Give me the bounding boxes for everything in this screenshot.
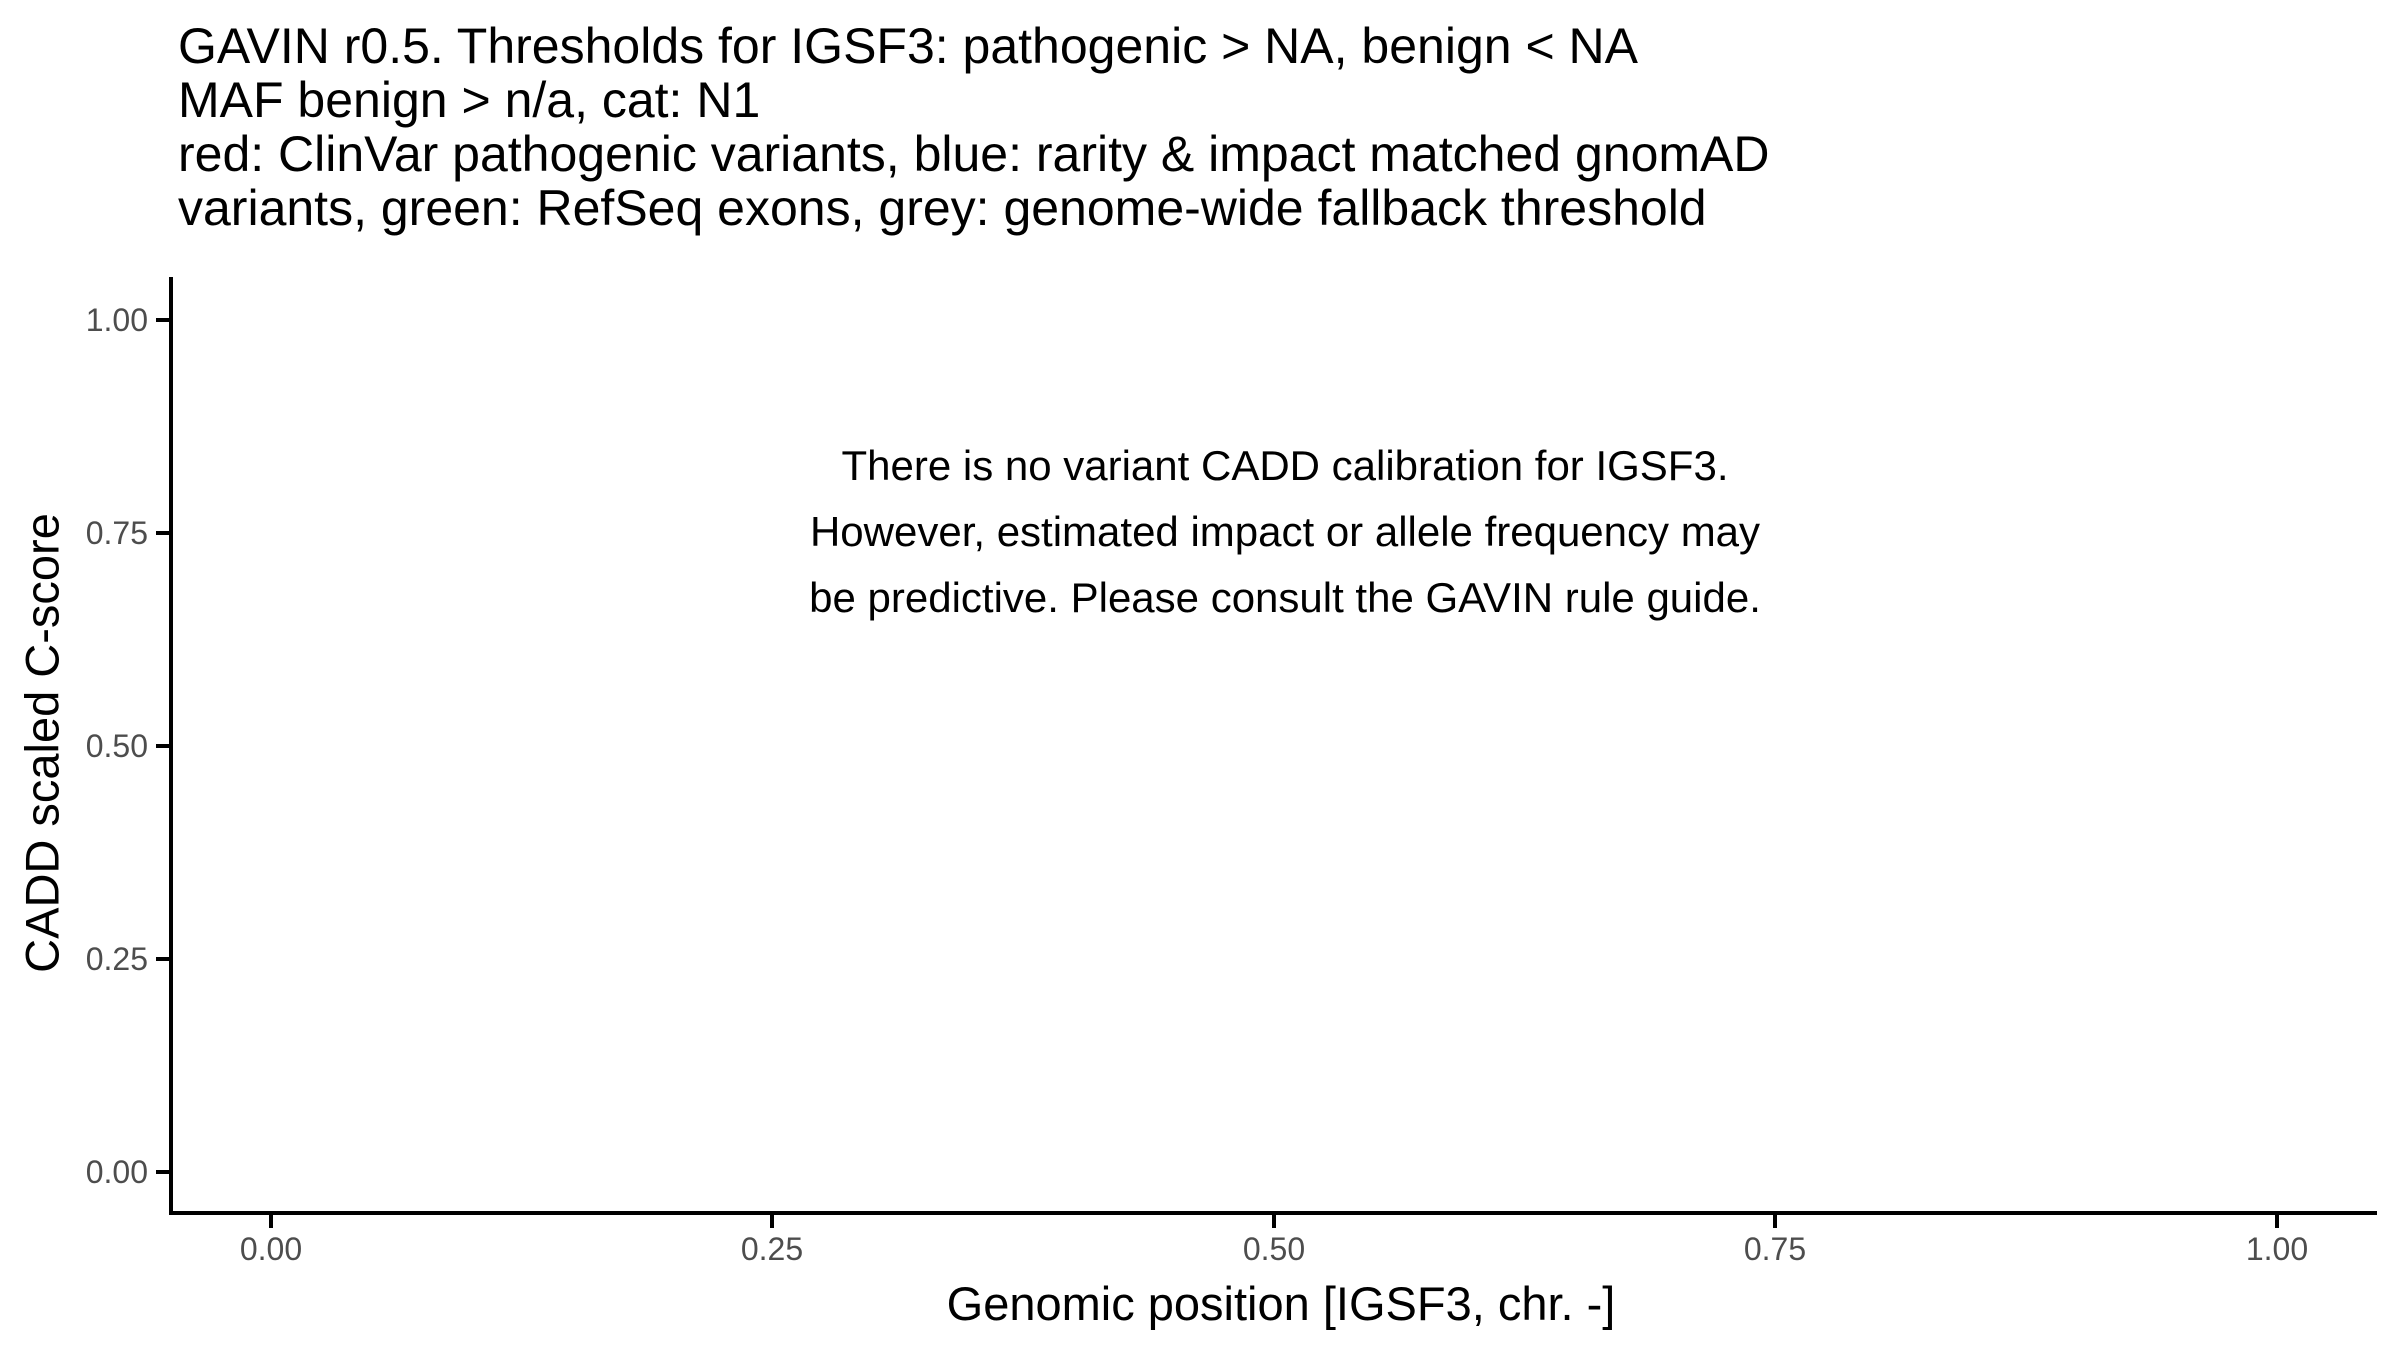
x-tick-label: 1.00 — [2245, 1231, 2309, 1267]
y-tick-mark-0.25 — [156, 957, 169, 961]
annotation-line-3: be predictive. Please consult the GAVIN rule guide. — [809, 574, 1761, 621]
y-tick-mark-0.00 — [156, 1170, 169, 1174]
x-tick-label: 0.75 — [1743, 1231, 1807, 1267]
y-tick-mark-0.75 — [156, 531, 169, 535]
x-tick-mark-0.00 — [269, 1215, 273, 1228]
y-tick-label: 0.25 — [85, 941, 148, 977]
x-axis-title: Genomic position [IGSF3, chr. -] — [946, 1277, 1616, 1330]
y-tick-label: 0.00 — [85, 1154, 148, 1190]
x-tick-mark-0.25 — [770, 1215, 774, 1228]
y-axis-title: CADD scaled C-score — [15, 513, 69, 973]
x-tick-mark-1.00 — [2275, 1215, 2279, 1228]
plot-title — [178, 19, 1769, 235]
annotation-line-1: There is no variant CADD calibration for IGSF3. — [841, 442, 1729, 489]
plot-title-line-3: red: ClinVar pathogenic variants, blue: rarity & impact matched gnomAD — [178, 126, 1770, 182]
no-calibration-annotation — [809, 433, 1761, 631]
y-tick-label: 0.75 — [85, 515, 148, 551]
x-tick-label: 0.25 — [740, 1231, 804, 1267]
x-tick-mark-0.50 — [1272, 1215, 1276, 1228]
y-axis-line — [169, 277, 173, 1215]
x-tick-label: 0.00 — [239, 1231, 303, 1267]
annotation-line-2: However, estimated impact or allele frequency may — [809, 508, 1761, 555]
plot-title-line-1: GAVIN r0.5. Thresholds for IGSF3: pathogenic > NA, benign < NA — [178, 18, 1639, 74]
y-tick-mark-0.50 — [156, 744, 169, 748]
y-tick-label: 0.50 — [85, 728, 148, 764]
y-tick-label: 1.00 — [85, 302, 148, 338]
x-tick-label: 0.50 — [1242, 1231, 1306, 1267]
y-tick-mark-1.00 — [156, 318, 169, 322]
plot-title-line-4: variants, green: RefSeq exons, grey: genome-wide fallback threshold — [178, 180, 1707, 236]
plot-title-line-2: MAF benign > n/a, cat: N1 — [178, 72, 761, 128]
x-tick-mark-0.75 — [1773, 1215, 1777, 1228]
